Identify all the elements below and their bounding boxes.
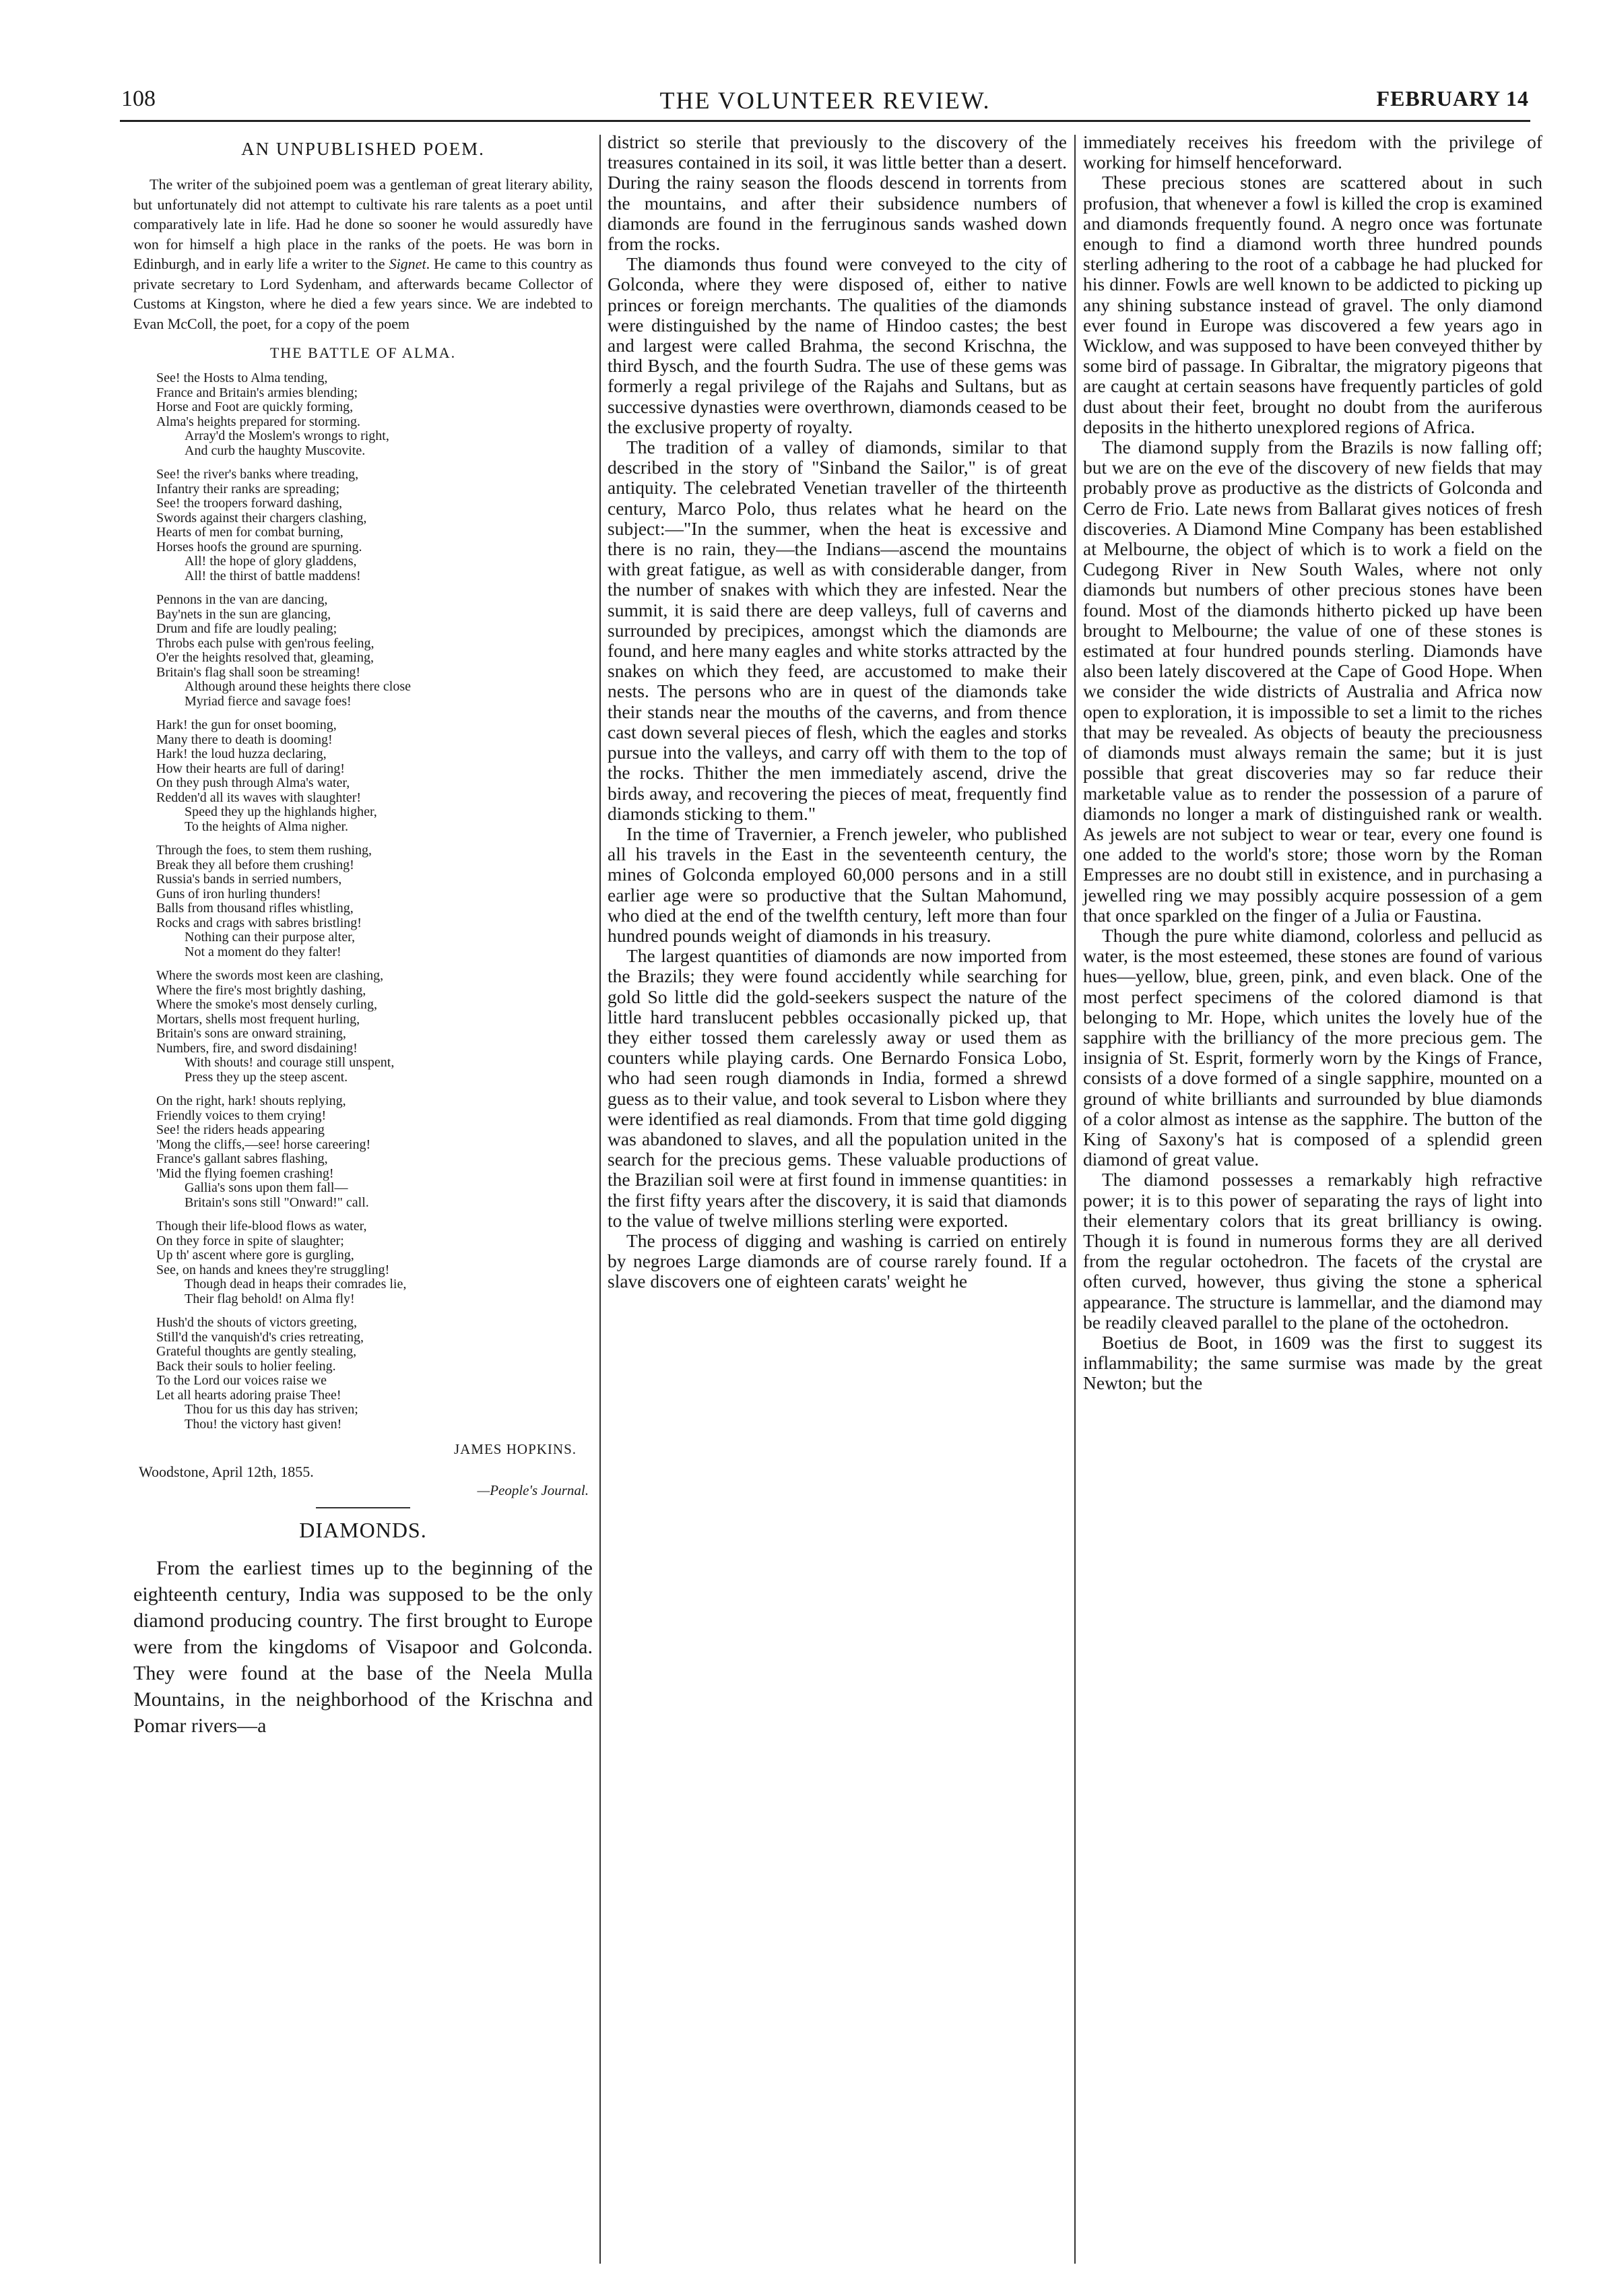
poem-line: Press they up the steep ascent. [185, 1069, 348, 1085]
diamonds-col3-paragraph: The diamond possesses a remarkably high refractive power; it is to this power of separating the rays of light into their elementary colors that its great brilliancy is owing. Though it is found in numerous forms they are all derived from the regular octohedron. The facets of the crystal are often curved, however, thus giving the stone a spherical appearance. The structure is lammellar, and the diamond may be readily cleaved parallel to the plane of the octohedron. [1083, 1169, 1542, 1333]
publication-title: THE VOLUNTEER REVIEW. [659, 87, 991, 114]
poem-line: Break they all before them crushing! [156, 857, 354, 872]
poem-line: Alma's heights prepared for storming. [156, 414, 360, 429]
poem-line: See! the Hosts to Alma tending, [156, 371, 328, 385]
poem-line: Thou for us this day has striven; [185, 1402, 358, 1417]
poem-intro: The writer of the subjoined poem was a gentleman of great literary ability, but unfortunately did not attempt to cultivate his rare talents as a poet until comparatively late in life. Had he done so sooner he would assuredly have won for himself a high place in the ranks of the poets. He was born in Edinburgh, and in early life a writer to the Signet. He came to this country as private secretary to Lord Sydenham, and afterwards became Collector of Customs at Kingston, where he died a few years since. We are indebted to Evan McColl, the poet, for a copy of the poem [133, 176, 593, 332]
poem-line: See! the river's banks where treading, [156, 467, 359, 482]
poem-stanza [156, 1316, 593, 1432]
poem-line: Grateful thoughts are gently stealing, [156, 1344, 357, 1359]
poem-line: Swords against their chargers clashing, [156, 510, 367, 525]
poem-line: O'er the heights resolved that, gleaming, [156, 650, 374, 665]
poem-line: Pennons in the van are dancing, [156, 592, 328, 607]
diamonds-col2-paragraph: In the time of Travernier, a French jeweler, who published all his travels in the East in the seventeenth century, the mines of Golconda employed 60,000 persons and in a still earlier age were so productive that the Sultan Mahomund, who died at the end of the twelfth century, left more than four hundred pounds weight of diamonds in his treasury. [608, 823, 1067, 946]
poem-line: France's gallant sabres flashing, [156, 1151, 328, 1166]
diamonds-col3-paragraph: immediately receives his freedom with the privilege of working for himself henceforward. [1083, 131, 1542, 173]
poem-stanza [156, 718, 593, 834]
poem-line: See! the troopers forward dashing, [156, 496, 343, 511]
poem-line: See, on hands and knees they're struggling! [156, 1262, 390, 1277]
poem-line: Speed they up the highlands higher, [185, 804, 377, 819]
column-2 [608, 132, 1067, 1292]
poem-stanza [156, 1094, 593, 1210]
poem-line: 'Mong the cliffs,—see! horse careering! [156, 1137, 371, 1152]
poem-line: Drum and fife are loudly pealing; [156, 621, 337, 636]
section-divider [316, 1507, 410, 1508]
poem-line: Though dead in heaps their comrades lie, [185, 1277, 407, 1292]
poem-line: On they push through Alma's water, [156, 775, 350, 790]
page-number: 108 [121, 86, 156, 111]
poem-line: Balls from thousand rifles whistling, [156, 901, 354, 916]
diamonds-paragraph-1: From the earliest times up to the beginning of the eighteenth century, India was supposed to be the only diamond producing country. The first brought to Europe were from the kingdoms of Visapoor and Golconda. They were found at the base of the Neela Mulla Mountains, in the neighborhood of the Krischna and Pomar rivers—a [133, 1557, 593, 1737]
diamonds-col2-paragraph: The diamonds thus found were conveyed to the city of Golconda, where they were disposed of, either to native princes or foreign merchants. The qualities of the diamonds were distinguished by the name of Hindoo castes; the best and largest were called Brahma, the second Krischna, the third Bysch, and the fourth Sudra. The use of these gems was formerly a regal privilege of the Rajahs and Sultans, but as successive dynasties were overthrown, diamonds ceased to be the exclusive property of royalty. [608, 253, 1067, 437]
column-3 [1083, 132, 1542, 1394]
poem-line: Hark! the gun for onset booming, [156, 718, 337, 732]
diamonds-col3-paragraph: Though the pure white diamond, colorless and pellucid as water, is the most esteemed, these stones are found of various hues—yellow, blue, green, pink, and even black. One of the most perfect specimens of the colored diamond is that belonging to Mr. Hope, which unites the lovely hue of the sapphire with the brilliancy of the more precious gem. The insignia of St. Esprit, formerly worn by the Kings of France, consists of a dove formed of a single sapphire, mounted on a ground of white brilliants and surrounded by blue diamonds of a color almost as intense as the sapphire. The button of the King of Saxony's hat is composed of a splendid green diamond of great value. [1083, 924, 1542, 1170]
poem-dateline: Woodstone, April 12th, 1855. [139, 1463, 314, 1480]
poem-line: Where the swords most keen are clashing, [156, 968, 384, 983]
poem-line: Britain's sons still "Onward!" call. [185, 1194, 369, 1210]
poem-line: Guns of iron hurling thunders! [156, 886, 321, 901]
poem-line: Though their life-blood flows as water, [156, 1219, 367, 1234]
poem-line: And curb the haughty Muscovite. [185, 443, 366, 458]
column-divider [1074, 135, 1076, 2264]
poem-line: Many there to death is dooming! [156, 732, 333, 747]
poem-stanza [156, 468, 593, 583]
poem-line: Array'd the Moslem's wrongs to right, [185, 428, 389, 443]
poem-line: Up th' ascent where gore is gurgling, [156, 1248, 354, 1263]
poem-line: To the heights of Alma nigher. [185, 819, 349, 834]
poem-line: Thou! the victory hast given! [185, 1416, 342, 1432]
poem-stanza [156, 969, 593, 1085]
poem-title: THE BATTLE OF ALMA. [269, 344, 457, 361]
poem-line: Russia's bands in serried numbers, [156, 872, 342, 887]
poem-line: Not a moment do they falter! [185, 944, 341, 959]
poem-line: All! the thirst of battle maddens! [185, 568, 361, 583]
poem-line: Although around these heights there close [185, 679, 412, 694]
poem-line: Rocks and crags with sabres bristling! [156, 915, 362, 930]
poem-line: On the right, hark! shouts replying, [156, 1093, 346, 1108]
poem-line: Back their souls to holier feeling. [156, 1358, 336, 1374]
poem-line: See! the riders heads appearing [156, 1122, 325, 1137]
poem-line: Horse and Foot are quickly forming, [156, 400, 354, 414]
poem-line: Through the foes, to stem them rushing, [156, 843, 372, 858]
poem-source: —People's Journal. [477, 1482, 589, 1498]
poem-line: How their hearts are full of daring! [156, 761, 345, 776]
column-divider [599, 135, 601, 2264]
poem-line: Britain's sons are onward straining, [156, 1026, 346, 1041]
poem-line: Where the fire's most brightly dashing, [156, 982, 366, 998]
column-1 [133, 132, 593, 1739]
poem-line: 'Mid the flying foemen crashing! [156, 1166, 334, 1181]
poem-line: Horses hoofs the ground are spurning. [156, 539, 362, 554]
poem-line: Nothing can their purpose alter, [185, 930, 356, 945]
poem-line: Still'd the vanquish'd's cries retreating, [156, 1329, 364, 1345]
poem-line: Hearts of men for combat burning, [156, 525, 344, 540]
poem-line: Their flag behold! on Alma fly! [185, 1291, 355, 1306]
diamonds-col2-paragraph: The largest quantities of diamonds are now imported from the Brazils; they were found accidently while searching for gold So little did the gold-seekers suspect the nature of the little hard translucent pebbles occasionally picked up, that they either tossed them carelessly away or used them as counters while playing cards. One Bernardo Fonsica Lobo, who had seen rough diamonds in India, formed a shrewd guess as to their value, and took several to Lisbon where they were identified as real diamonds. From that time gold digging was abandoned to slaves, and all the population united in the search for the precious gems. These valuable productions of the Brazilian soil were at first found in immense quantities: in the first fifty years after the discovery, it is said that diamonds to the value of twelve millions sterling were exported. [608, 945, 1067, 1231]
poem-line: Infantry their ranks are spreading; [156, 481, 340, 497]
diamonds-heading: DIAMONDS. [299, 1518, 427, 1542]
poem-body [133, 371, 593, 1432]
poem-line: To the Lord our voices raise we [156, 1373, 327, 1388]
diamonds-col3-paragraph: Boetius de Boot, in 1609 was the first to suggest its inflammability; the same surmise was made by the great Newton; but the [1083, 1331, 1542, 1394]
poem-signature: JAMES HOPKINS. [453, 1441, 577, 1457]
poem-article-heading: AN UNPUBLISHED POEM. [241, 139, 485, 159]
poem-line: Let all hearts adoring praise Thee! [156, 1387, 341, 1403]
diamonds-col3-paragraph: These precious stones are scattered about in such profusion, that whenever a fowl is killed the crop is examined and diamonds frequently found. A negro once was fortunate enough to find a diamond worth three hundred pounds sterling adhering to the root of a cabbage he had plucked for his dinner. Fowls are well known to be addicted to picking up any shining substance instead of gravel. The only diamond ever found in Europe was discovered a few years ago in Wicklow, and was supposed to have been conveyed thither by some bird of passage. In Gibraltar, the migratory pigeons that are caught at certain seasons have frequently particles of gold dust about their feet, brought no doubt from the auriferous deposits in the hitherto unexplored regions of Africa. [1083, 172, 1542, 437]
poem-line: Britain's flag shall soon be streaming! [156, 664, 360, 680]
poem-stanza [156, 593, 593, 709]
poem-line: France and Britain's armies blending; [156, 385, 358, 400]
poem-stanza [156, 1219, 593, 1306]
poem-line: With shouts! and courage still unspent, [185, 1055, 395, 1070]
poem-line: All! the hope of glory gladdens, [185, 554, 357, 569]
diamonds-col3-paragraph: The diamond supply from the Brazils is now falling off; but we are on the eve of the discovery of new fields that may probably prove as productive as the districts of Golconda and Cerro de Frio. Late news from Ballarat gives notices of fresh discoveries. A Diamond Mine Company has been established at Melbourne, the object of which is to work a field on the Cudegong River in New South Wales, where not only diamonds but numbers of other precious stones have been found. Most of the diamonds hitherto picked up have been brought to Melbourne; the value of one of these stones is estimated at four hundred pounds sterling. Diamonds have also been lately discovered at the Cape of Good Hope. When we consider the wide districts of Australia and Africa now open to exploration, it is impossible to set a limit to the riches that may be revealed. As objects of beauty the preciousness of diamonds must always remain the same; but it is just possible that great discoveries may so far reduce their marketable value as to render the possession of a parure of diamonds no longer a mark of distinguished rank or wealth. As jewels are not subject to wear or tear, every one found is one added to the world's store; those worn by the Roman Empresses are no doubt still in existence, and in purchasing a jewelled ring we may possibly acquire possession of a gem that once sparkled on the finger of a Julia or Faustina. [1083, 437, 1542, 926]
diamonds-col2-paragraph: The process of digging and washing is carried on entirely by negroes Large diamonds are of course rarely found. If a slave discovers one of eighteen carats' weight he [608, 1230, 1067, 1292]
poem-stanza [156, 843, 593, 959]
poem-line: On they force in spite of slaughter; [156, 1233, 344, 1248]
issue-date: FEBRUARY 14 [1376, 86, 1529, 110]
poem-line: Redden'd all its waves with slaughter! [156, 790, 362, 805]
poem-line: Mortars, shells most frequent hurling, [156, 1011, 360, 1027]
poem-line: Gallia's sons upon them fall— [185, 1180, 348, 1195]
poem-stanza [156, 371, 593, 458]
poem-line: Bay'nets in the sun are glancing, [156, 606, 331, 622]
poem-line: Friendly voices to them crying! [156, 1108, 327, 1123]
poem-line: Throbs each pulse with gen'rous feeling, [156, 635, 374, 651]
poem-line: Numbers, fire, and sword disdaining! [156, 1040, 358, 1056]
diamonds-col2-paragraph: district so sterile that previously to the discovery of the treasures contained in its soil, it was little better than a desert. During the rainy season the floods descend in torrents from the mountains, and after their subsidence numbers of diamonds are found in the ferruginous sands washed down from the rocks. [608, 131, 1067, 255]
diamonds-col2-paragraph: The tradition of a valley of diamonds, similar to that described in the story of "Sinband the Sailor," is of great antiquity. The celebrated Venetian traveller of the thirteenth century, Marco Polo, thus relates what he heard on the subject:—"In the summer, when the heat is excessive and there is no rain, they—the Indians—ascend the mountains with great fatigue, as well as with considerable danger, from the number of snakes with which they are infested. Near the summit, it is said there are deep valleys, full of caverns and surrounded by precipices, amongst which the diamonds are found, and here many eagles and white storks attracted by the snakes on which they feed, are accustomed to make their nests. The persons who are in quest of the diamonds take their stands near the mouths of the caverns, and from thence cast down several pieces of flesh, which the eagles and storks pursue into the valleys, and carry off with them to the top of the rocks. Thither the men immediately ascend, drive the birds away, and recovering the pieces of meat, frequently find diamonds sticking to them." [608, 437, 1067, 824]
poem-line: Hark! the loud huzza declaring, [156, 746, 327, 761]
poem-line: Where the smoke's most densely curling, [156, 997, 377, 1012]
header-rule [120, 120, 1530, 122]
poem-line: Hush'd the shouts of victors greeting, [156, 1315, 358, 1330]
poem-line: Myriad fierce and savage foes! [185, 693, 352, 709]
